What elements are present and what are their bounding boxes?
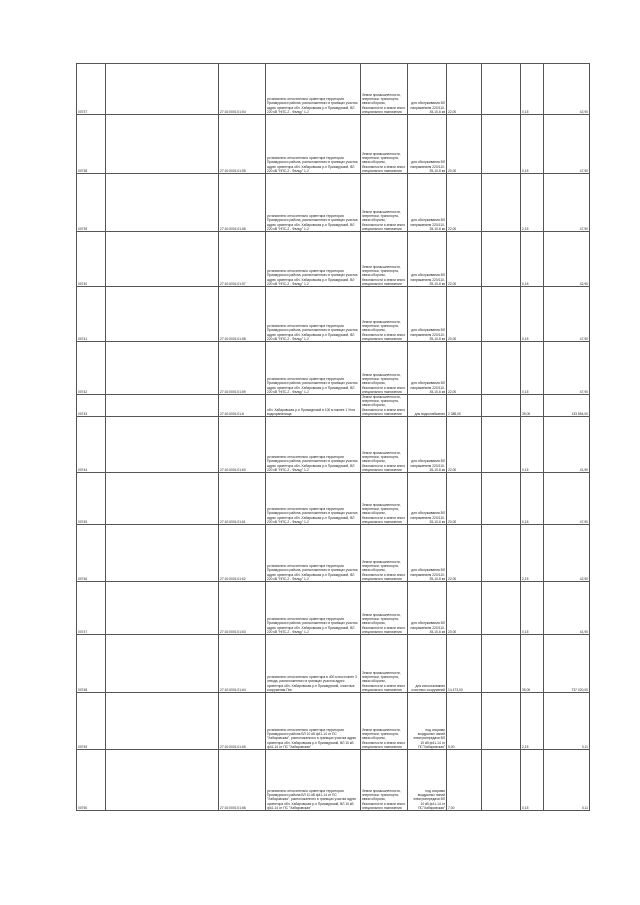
location-description-text: установлено относительно ориентира территория Приамурского района, расположенного в границах участка адрес ориентира обл. Хабаровская р-н Приамурский, ВЛ 220 кВ "НПС-2 - Фалцу" 1-2 — [267, 324, 358, 341]
area-value — [447, 232, 482, 287]
cadastral-number — [219, 287, 266, 342]
land-category — [361, 395, 408, 417]
rate-value — [521, 64, 544, 115]
rate-value-text: 0,15 — [522, 805, 529, 810]
coefficient-cell — [482, 174, 521, 232]
coefficient-cell — [482, 693, 521, 750]
cadastral-number-text: 27:10:0001:01:6 — [220, 411, 244, 416]
cadastral-number — [219, 473, 266, 525]
land-category-text: Земли промышленности, энергетики, транспорта, связи обороны, безопасности и земли иного специального назначения — [362, 728, 406, 749]
coefficient-cell — [482, 287, 521, 342]
amount-value — [544, 287, 590, 342]
land-category-text: Земли промышленности, энергетики, транспорта, связи обороны, безопасности и земли иного специального назначения — [362, 613, 406, 634]
permitted-use-text: под опорами воздушных линий электропередачи ВЛ 10 кВ ф41-14 от ПС"Хабаровская" — [413, 789, 445, 810]
land-category — [361, 525, 408, 582]
amount-value-text: 47,90 — [579, 226, 588, 231]
amount-value-text: 47,90 — [579, 168, 588, 173]
coefficient-cell — [482, 64, 521, 115]
area-value-text: 22,00 — [448, 576, 457, 581]
blank-cell — [106, 395, 219, 417]
permitted-use — [408, 232, 447, 287]
amount-value — [544, 525, 590, 582]
location-description — [266, 473, 361, 525]
rate-value — [521, 473, 544, 525]
row-number-text: 00742 — [78, 389, 88, 394]
area-value — [447, 525, 482, 582]
permitted-use — [408, 64, 447, 115]
row-number — [77, 342, 106, 395]
rate-value-text: 0,15 — [522, 168, 529, 173]
rate-value-text: 0,15 — [522, 336, 529, 341]
location-description — [266, 232, 361, 287]
blank-cell — [106, 525, 219, 582]
permitted-use — [408, 115, 447, 174]
row-number-text: 00737 — [78, 109, 88, 114]
row-number-text: 00749 — [78, 744, 88, 749]
rate-value-text: 0,15 — [522, 629, 529, 634]
land-category-text: Земли промышленности, энергетики, транспорта, связи обороны, безопасности и земли иного специального назначения — [362, 671, 406, 692]
rate-value — [521, 525, 544, 582]
row-number-text: 00741 — [78, 336, 88, 341]
location-description — [266, 64, 361, 115]
cadastral-number-text: 27:10:0001:01:57 — [220, 281, 246, 286]
blank-cell — [106, 64, 219, 115]
land-category-text: Земли промышленности, энергетики, транспорта, связи обороны, безопасности и земли иного специального назначения — [362, 151, 406, 173]
land-category-text: Земли промышленности, энергетики, транспорта, связи обороны, безопасности и земли иного специального назначения — [362, 264, 406, 286]
coefficient-cell — [482, 395, 521, 417]
amount-value-text: 42,90 — [579, 576, 588, 581]
area-value — [447, 342, 482, 395]
cadastral-number-text: 27:10:0001:01:62 — [220, 576, 246, 581]
rate-value-text: 35,00 — [522, 411, 531, 416]
area-value — [447, 417, 482, 473]
area-value-text: 20,00 — [448, 336, 457, 341]
amount-value-text: 42,90 — [579, 109, 588, 114]
land-category-text: Земли промышленности, энергетики, транспорта, связи обороны, безопасности и земли иного специального назначения — [362, 92, 406, 114]
amount-value — [544, 232, 590, 287]
amount-value — [544, 64, 590, 115]
rate-value — [521, 750, 544, 811]
amount-value-text: 42,90 — [579, 281, 588, 286]
rate-value-text: 35,00 — [522, 687, 531, 692]
rate-value-text: 2,15 — [522, 576, 529, 581]
amount-value — [544, 582, 590, 635]
land-category — [361, 417, 408, 473]
cadastral-number — [219, 417, 266, 473]
location-description — [266, 635, 361, 693]
cadastral-number-text: 27:10:0001:01:54 — [220, 109, 246, 114]
amount-value — [544, 115, 590, 174]
row-number-text: 00743 — [78, 411, 88, 416]
blank-cell — [106, 115, 219, 174]
land-category — [361, 473, 408, 525]
location-description-text: установлено относительно ориентира территория Приамурского района, расположенного в границах участка адрес ориентира обл. Хабаровская р-н Приамурский, ВЛ 220 кВ "НПС-2 - Фалцу" 1-2 — [267, 564, 358, 581]
amount-value — [544, 693, 590, 750]
table-row — [77, 342, 590, 395]
row-number-text: 00748 — [78, 687, 88, 692]
coefficient-cell — [482, 582, 521, 635]
amount-value-text: 133 554,00 — [571, 411, 588, 416]
location-description-text: установлено относительно ориентира территория Приамурского района ВЛ 10 кВ ф41-14 от ПС "Хабаровская", расположенного в границах участка адрес ориентира обл. Хабаровская р-н Приамурский, ВЛ 10 кВ ф41-14 от ПС "Хабаровская" — [267, 728, 357, 749]
area-value — [447, 750, 482, 811]
rate-value-text: 2,15 — [522, 226, 529, 231]
location-description-text: установлено относительно ориентира в 400 м восточнее 3 отвода, расположенного в границах участка адрес ориентира обл. Хабаровская р-н Приамурский, очистные сооружения Ппс — [267, 675, 357, 692]
permitted-use-text: для обслуживания ВЛ напряжением 220/110-35-10-6 кв — [410, 101, 445, 114]
table-row — [77, 287, 590, 342]
row-number — [77, 635, 106, 693]
location-description-text: установлено относительно ориентира территория Приамурского района, расположенного в границах участка адрес ориентира обл. Хабаровская р-н Приамурский, ВЛ 220 кВ "НПС-2 - Фалцу" 1-2 — [267, 156, 358, 173]
area-value-text: 7,00 — [448, 805, 455, 810]
cadastral-number — [219, 342, 266, 395]
amount-value-text: 41,90 — [579, 467, 588, 472]
cadastral-number — [219, 232, 266, 287]
amount-value-text: 47,90 — [579, 336, 588, 341]
area-value — [447, 693, 482, 750]
row-number-text: 00740 — [78, 281, 88, 286]
area-value-text: 20,00 — [448, 168, 457, 173]
cadastral-number — [219, 174, 266, 232]
cadastral-number-text: 27:10:0001:01:66 — [220, 805, 246, 810]
rate-value — [521, 115, 544, 174]
land-category — [361, 232, 408, 287]
coefficient-cell — [482, 342, 521, 395]
cadastral-number — [219, 750, 266, 811]
location-description-text: обл. Хабаровская р-н Приамурский в 100 м южнее 1 Угла водохранилища — [267, 407, 355, 416]
permitted-use — [408, 342, 447, 395]
location-description — [266, 395, 361, 417]
location-description-text: установлено относительно ориентира территория Приамурского района, расположенного в границах участка адрес ориентира обл. Хабаровская р-н Приамурский, ВЛ 220 кВ "НПС-2 - Фалцу" 1-2 — [267, 377, 358, 394]
land-category — [361, 64, 408, 115]
blank-cell — [106, 287, 219, 342]
permitted-use — [408, 635, 447, 693]
location-description-text: установлено относительно ориентира территория Приамурского района ВЛ 10 кВ ф41-14 от ПС "Хабаровская", расположенного в границах участка адрес ориентира обл. Хабаровская р-н Приамурский, ВЛ 10 кВ ф41-14 от ПС "Хабаровская" — [267, 789, 357, 810]
land-category-text: Земли промышленности, энергетики, транспорта, связи обороны, безопасности и земли иного специального назначения — [362, 560, 406, 581]
permitted-use — [408, 693, 447, 750]
blank-cell — [106, 582, 219, 635]
rate-value-text: 0,15 — [522, 519, 529, 524]
area-value-text: 22,00 — [448, 467, 457, 472]
permitted-use — [408, 287, 447, 342]
area-value-text: 22,00 — [448, 281, 457, 286]
permitted-use-text: для обслуживания ВЛ напряжением 220/110-35-10-6 кв — [410, 621, 445, 634]
table-row — [77, 473, 590, 525]
row-number — [77, 750, 106, 811]
rate-value-text: 0,15 — [522, 467, 529, 472]
row-number — [77, 232, 106, 287]
area-value-text: 2 385,00 — [448, 411, 461, 416]
table-row — [77, 750, 590, 811]
row-number — [77, 115, 106, 174]
land-category — [361, 115, 408, 174]
table-row — [77, 525, 590, 582]
amount-value-text: 0,11 — [581, 744, 588, 749]
area-value — [447, 287, 482, 342]
row-number-text: 00744 — [78, 467, 88, 472]
row-number-text: 00738 — [78, 168, 88, 173]
permitted-use-text: для обслуживания ВЛ напряжением 220/110-35-10-6 кв — [410, 328, 445, 341]
amount-value-text: 737 020,00 — [571, 687, 588, 692]
area-value-text: 5,00 — [448, 744, 455, 749]
area-value-text: 22,00 — [448, 109, 457, 114]
area-value — [447, 473, 482, 525]
land-category-text: Земли промышленности, энергетики, транспорта, связи обороны, безопасности и земли иного специального назначения — [362, 372, 406, 394]
permitted-use — [408, 395, 447, 417]
location-description — [266, 693, 361, 750]
location-description — [266, 582, 361, 635]
cadastral-number — [219, 64, 266, 115]
location-description-text: установлено относительно ориентира территория Приамурского района, расположенного в границах участка адрес ориентира обл. Хабаровская р-н Приамурский, ВЛ 220 кВ "НПС-2 - Фалцу" 1-2 — [267, 617, 358, 634]
location-description — [266, 287, 361, 342]
amount-value — [544, 635, 590, 693]
amount-value — [544, 342, 590, 395]
land-category — [361, 635, 408, 693]
location-description — [266, 417, 361, 473]
row-number — [77, 287, 106, 342]
row-number-text: 00746 — [78, 576, 88, 581]
cadastral-number — [219, 693, 266, 750]
amount-value — [544, 395, 590, 417]
amount-value — [544, 174, 590, 232]
table-row — [77, 395, 590, 417]
area-value-text: 20,00 — [448, 519, 457, 524]
area-value-text: 14 473,00 — [448, 687, 463, 692]
cadastral-number-text: 27:10:0001:01:61 — [220, 519, 246, 524]
amount-value-text: 47,90 — [579, 389, 588, 394]
area-value — [447, 395, 482, 417]
location-description-text: установлено относительно ориентира территория Приамурского района, расположенного в границах участка адрес ориентира обл. Хабаровская р-н Приамурский, ВЛ 220 кВ "НПС-2 - Фалцу" 1-2 — [267, 269, 358, 286]
cadastral-number-text: 27:10:0001:01:65 — [220, 744, 246, 749]
permitted-use-text: для обслуживания ВЛ напряжением 220/110-35-10-6 кв — [410, 381, 445, 394]
cadastral-number-text: 27:10:0001:01:59 — [220, 389, 246, 394]
table-row — [77, 417, 590, 473]
row-number — [77, 693, 106, 750]
row-number — [77, 417, 106, 473]
area-value-text: 22,00 — [448, 226, 457, 231]
permitted-use-text: для использования очистных сооружений — [411, 683, 445, 692]
location-description-text: установлено относительно ориентира территория Приамурского района, расположенного в границах участка адрес ориентира обл. Хабаровская р-н Приамурский, ВЛ 220 кВ "НПС-2 - Фалцу" 1-2 — [267, 214, 358, 231]
blank-cell — [106, 750, 219, 811]
area-value — [447, 174, 482, 232]
table-body — [77, 64, 590, 811]
amount-value-text: 0,11 — [581, 805, 588, 810]
blank-cell — [106, 174, 219, 232]
rate-value — [521, 417, 544, 473]
land-category-text: Земли промышленности, энергетики, транспорта, связи обороны, безопасности и земли иного специального назначения — [362, 451, 406, 472]
permitted-use — [408, 417, 447, 473]
location-description-text: установлено относительно ориентира территория Приамурского района, расположенного в границах участка адрес ориентира обл. Хабаровская р-н Приамурский, ВЛ 220 кВ "НПС-2 - Фалцу" 1-2 — [267, 455, 358, 472]
blank-cell — [106, 417, 219, 473]
amount-value — [544, 750, 590, 811]
rate-value-text: 0,15 — [522, 109, 529, 114]
permitted-use — [408, 750, 447, 811]
land-category-text: Земли промышленности, энергетики, транспорта, связи обороны, безопасности и земли иного специального назначения — [362, 209, 406, 231]
land-category-text: Земли промышленности, энергетики, транспорта, связи обороны, безопасности и земли иного специального назначения — [362, 395, 406, 416]
table-row — [77, 174, 590, 232]
cadastral-number-text: 27:10:0001:01:55 — [220, 168, 246, 173]
cadastral-number-text: 27:10:0001:01:60 — [220, 467, 246, 472]
amount-value — [544, 417, 590, 473]
area-value — [447, 582, 482, 635]
row-number-text: 00747 — [78, 629, 88, 634]
cadastral-number — [219, 582, 266, 635]
cadastral-number-text: 27:10:0001:01:64 — [220, 687, 246, 692]
permitted-use-text: под опорами воздушных линий электропередачи ВЛ 10 кВ ф41-14 от ПС"Хабаровская" — [413, 728, 445, 749]
land-category — [361, 750, 408, 811]
row-number-text: 00750 — [78, 805, 88, 810]
table-row — [77, 693, 590, 750]
location-description — [266, 174, 361, 232]
cadastral-number — [219, 525, 266, 582]
rate-value — [521, 693, 544, 750]
location-description — [266, 525, 361, 582]
area-value — [447, 64, 482, 115]
row-number — [77, 174, 106, 232]
permitted-use-text: для водоснабжения — [414, 411, 445, 416]
row-number — [77, 473, 106, 525]
rate-value — [521, 582, 544, 635]
coefficient-cell — [482, 525, 521, 582]
permitted-use-text: для обслуживания ВЛ напряжением 220/110-35-10-6 кв — [410, 511, 445, 524]
land-category-text: Земли промышленности, энергетики, транспорта, связи обороны, безопасности и земли иного специального назначения — [362, 503, 406, 524]
rate-value-text: 2,15 — [522, 744, 529, 749]
cadastral-number — [219, 395, 266, 417]
location-description-text: установлено относительно ориентира территория Приамурского района, расположенного в границах участка адрес ориентира обл. Хабаровская р-н Приамурский, ВЛ 220 кВ "НПС-2 - Фалцу" 1-2 — [267, 97, 358, 114]
permitted-use-text: для обслуживания ВЛ напряжением 220/110-35-10-6 кв — [410, 273, 445, 286]
table-row — [77, 582, 590, 635]
permitted-use — [408, 582, 447, 635]
land-category — [361, 287, 408, 342]
table-row — [77, 232, 590, 287]
permitted-use-text: для обслуживания ВЛ напряжением 220/110-35-10-6 кв — [410, 218, 445, 231]
amount-value-text: 47,90 — [579, 519, 588, 524]
blank-cell — [106, 693, 219, 750]
amount-value — [544, 473, 590, 525]
row-number-text: 00739 — [78, 226, 88, 231]
row-number — [77, 395, 106, 417]
rate-value — [521, 395, 544, 417]
permitted-use-text: для обслуживания ВЛ напряжением 220/110-35-10-6 кв — [410, 160, 445, 173]
location-description-text: установлено относительно ориентира территория Приамурского района, расположенного в границах участка адрес ориентира обл. Хабаровская р-н Приамурский, ВЛ 220 кВ "НПС-2 - Фалцу" 1-2 — [267, 507, 358, 524]
location-description — [266, 115, 361, 174]
rate-value — [521, 342, 544, 395]
coefficient-cell — [482, 232, 521, 287]
cadastral-number — [219, 635, 266, 693]
permitted-use — [408, 473, 447, 525]
table-row — [77, 115, 590, 174]
blank-cell — [106, 635, 219, 693]
cadastral-number-text: 27:10:0001:01:56 — [220, 226, 246, 231]
coefficient-cell — [482, 115, 521, 174]
row-number-text: 00745 — [78, 519, 88, 524]
rate-value — [521, 232, 544, 287]
row-number — [77, 64, 106, 115]
permitted-use-text: для обслуживания ВЛ напряжением 220/110-35-10-6 кв — [410, 459, 445, 472]
blank-cell — [106, 232, 219, 287]
coefficient-cell — [482, 750, 521, 811]
row-number — [77, 525, 106, 582]
blank-cell — [106, 473, 219, 525]
location-description — [266, 750, 361, 811]
land-category — [361, 582, 408, 635]
cadastral-number — [219, 115, 266, 174]
land-category-text: Земли промышленности, энергетики, транспорта, связи обороны, безопасности и земли иного специального назначения — [362, 319, 406, 341]
land-category — [361, 693, 408, 750]
area-value — [447, 635, 482, 693]
permitted-use — [408, 525, 447, 582]
land-category — [361, 342, 408, 395]
location-description — [266, 342, 361, 395]
rate-value-text: 0,15 — [522, 389, 529, 394]
rate-value-text: 0,15 — [522, 281, 529, 286]
coefficient-cell — [482, 473, 521, 525]
area-value-text: 22,00 — [448, 389, 457, 394]
area-value-text: 20,00 — [448, 629, 457, 634]
land-category — [361, 174, 408, 232]
amount-value-text: 41,90 — [579, 629, 588, 634]
coefficient-cell — [482, 417, 521, 473]
rate-value — [521, 635, 544, 693]
rate-value — [521, 174, 544, 232]
table-row — [77, 64, 590, 115]
coefficient-cell — [482, 635, 521, 693]
land-plots-table — [76, 63, 590, 811]
blank-cell — [106, 342, 219, 395]
rate-value — [521, 287, 544, 342]
table-row — [77, 635, 590, 693]
cadastral-number-text: 27:10:0001:01:63 — [220, 629, 246, 634]
area-value — [447, 115, 482, 174]
permitted-use-text: для обслуживания ВЛ напряжением 220/110-35-10-6 кв — [410, 568, 445, 581]
row-number — [77, 582, 106, 635]
permitted-use — [408, 174, 447, 232]
cadastral-number-text: 27:10:0001:01:58 — [220, 336, 246, 341]
land-category-text: Земли промышленности, энергетики, транспорта, связи обороны, безопасности и земли иного специального назначения — [362, 789, 406, 810]
